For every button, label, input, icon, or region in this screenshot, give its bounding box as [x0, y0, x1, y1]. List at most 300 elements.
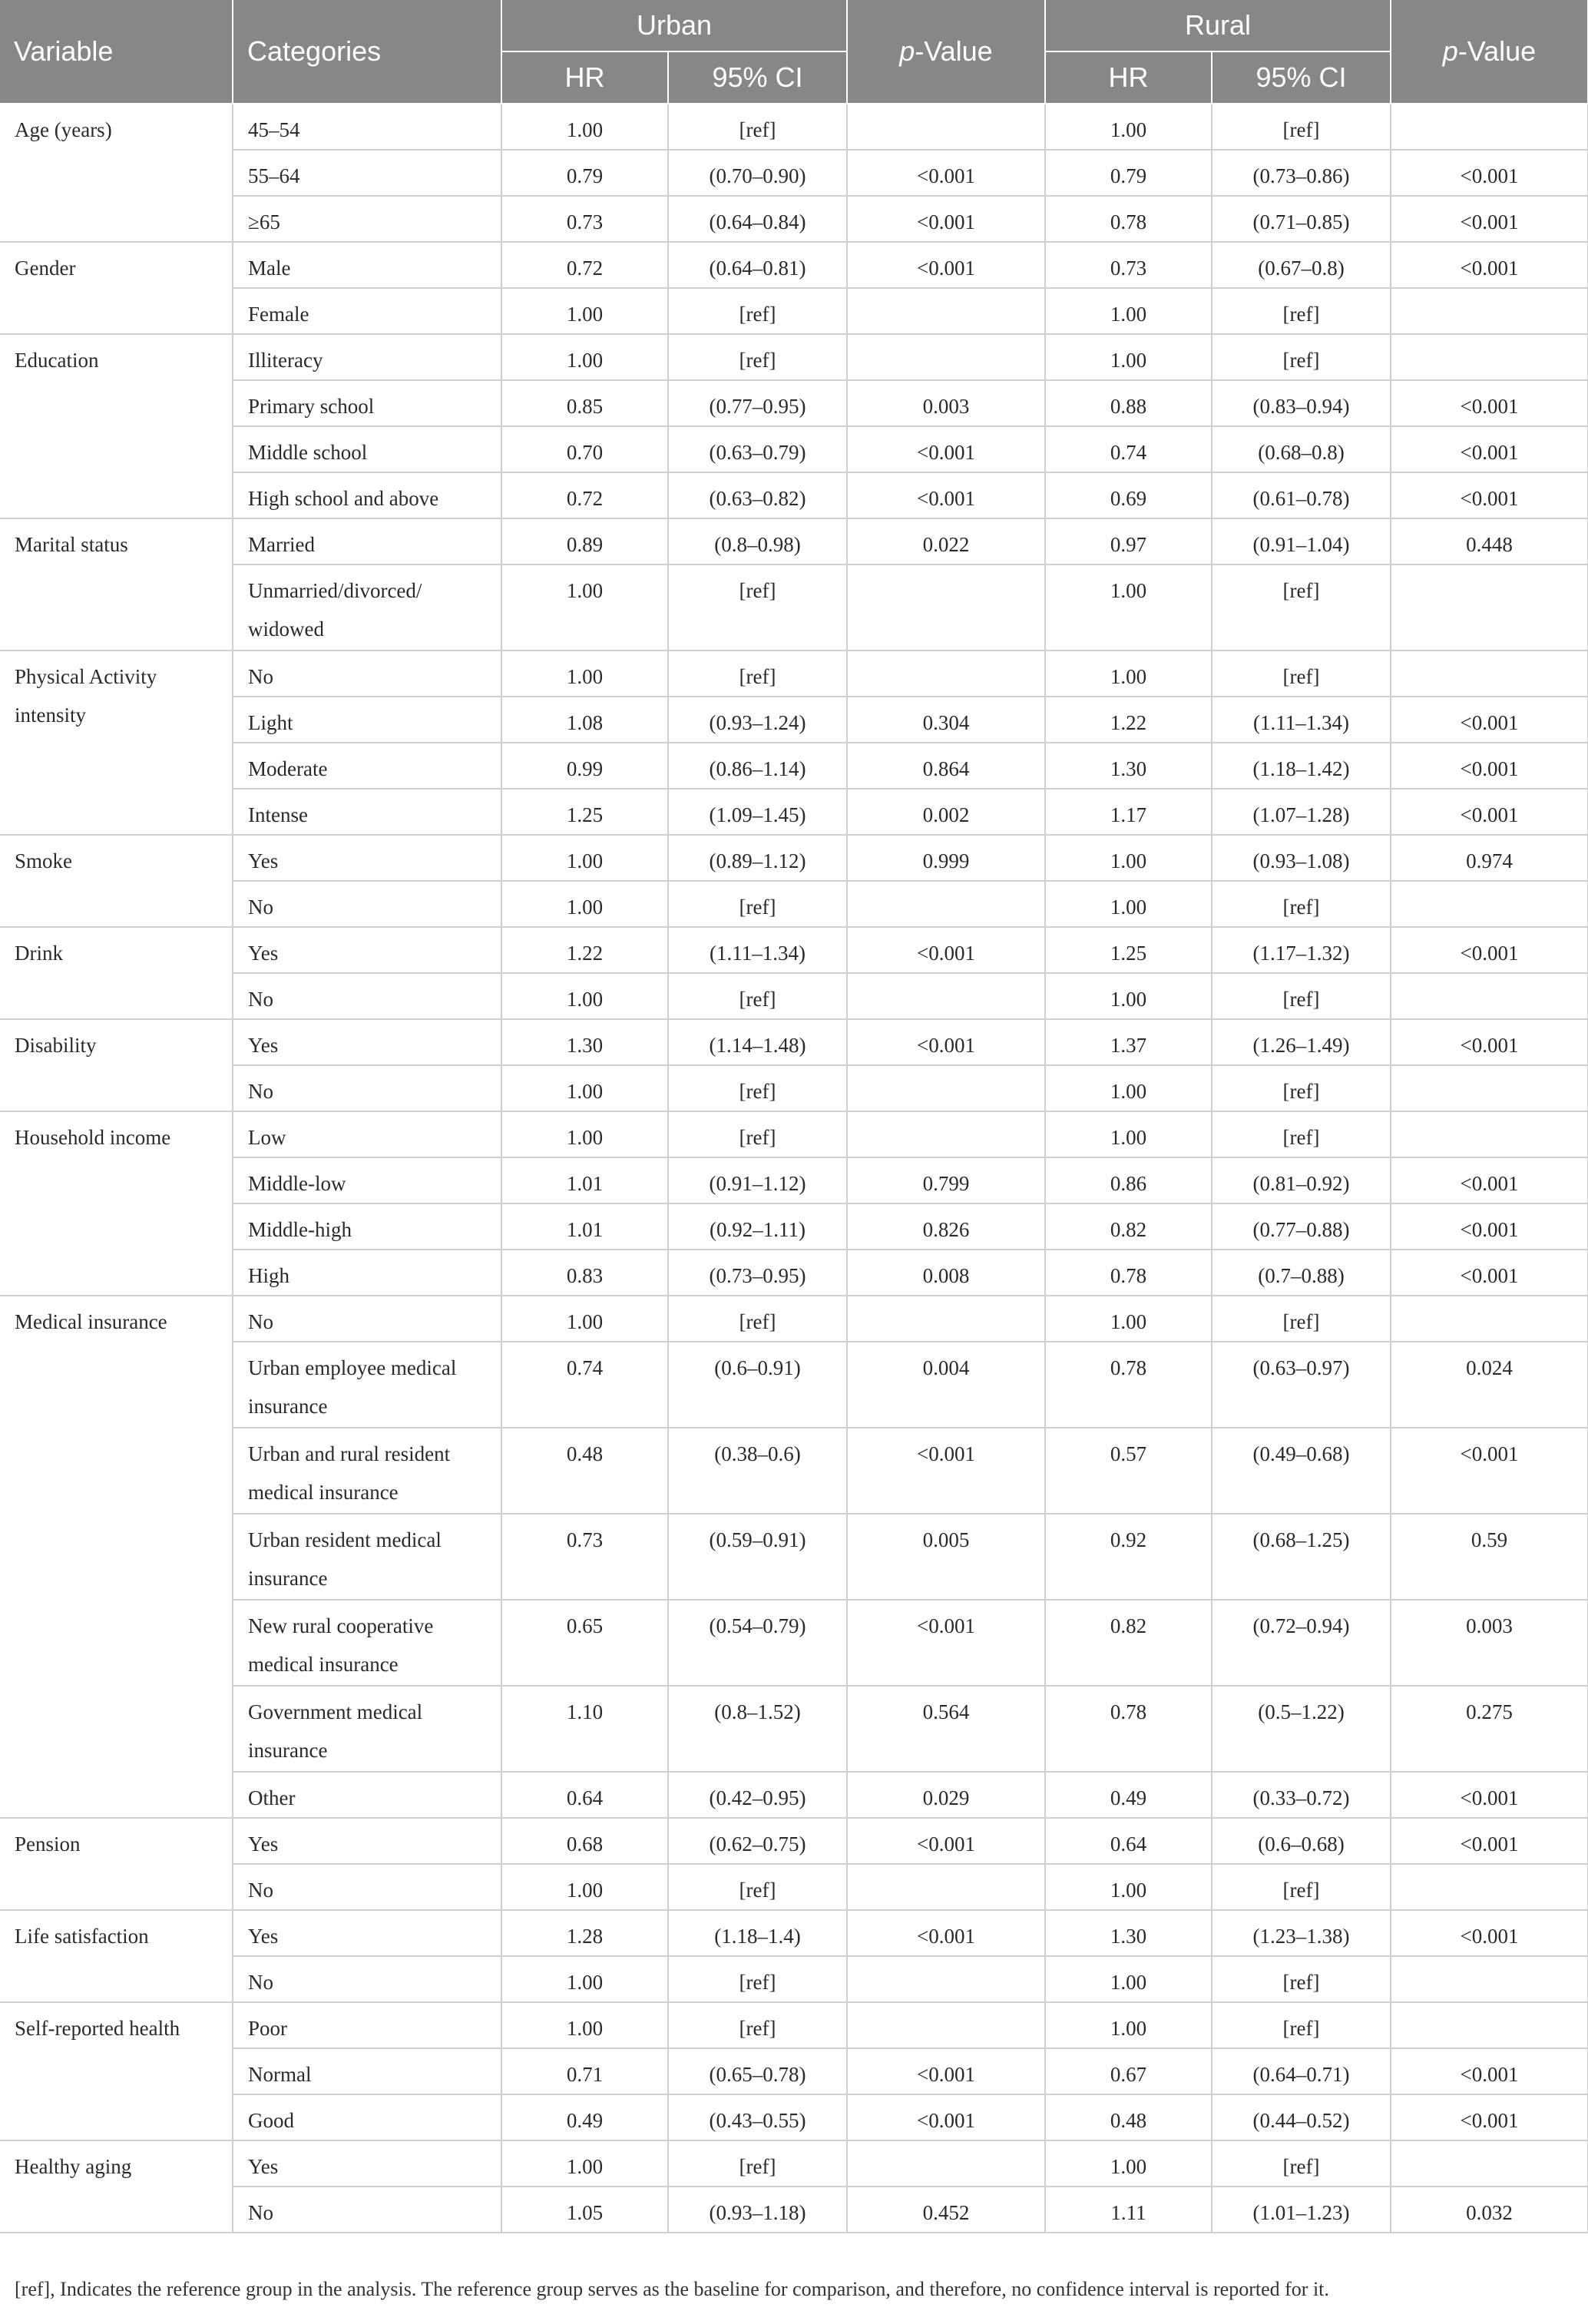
table-row: [0, 1864, 1588, 1910]
rural-p-cell: 0.59: [1391, 1514, 1588, 1600]
rural-ci-cell: (1.11–1.34): [1212, 697, 1391, 743]
rural-p-cell: [1391, 651, 1588, 697]
urban-p-cell: 0.004: [847, 1342, 1045, 1428]
rural-ci-cell: [ref]: [1212, 1956, 1391, 2002]
urban-ci-cell: (0.92–1.11): [668, 1203, 847, 1250]
urban-p-cell: [847, 334, 1045, 380]
variable-cell: Education: [0, 334, 233, 518]
urban-p-cell: 0.564: [847, 1686, 1045, 1772]
rural-ci-cell: [ref]: [1212, 1111, 1391, 1157]
rural-ci-cell: (0.6–0.68): [1212, 1818, 1391, 1864]
rural-p-cell: <0.001: [1391, 2094, 1588, 2140]
urban-p-cell: 0.452: [847, 2187, 1045, 2233]
table-row: [0, 1111, 1588, 1157]
category-cell: No: [233, 2187, 501, 2233]
rural-p-cell: [1391, 1956, 1588, 2002]
table-row: [0, 288, 1588, 334]
urban-hr-cell: 0.73: [501, 196, 668, 242]
rural-ci-cell: [ref]: [1212, 2002, 1391, 2048]
variable-cell: Life satisfaction: [0, 1910, 233, 2002]
rural-p-cell: <0.001: [1391, 196, 1588, 242]
rural-ci-cell: (1.26–1.49): [1212, 1019, 1391, 1065]
rural-p-cell: <0.001: [1391, 1019, 1588, 1065]
rural-hr-cell: 0.78: [1045, 1686, 1212, 1772]
rural-hr-cell: 1.11: [1045, 2187, 1212, 2233]
table-row: [0, 651, 1588, 697]
header-variable: Variable: [0, 0, 233, 104]
rural-ci-cell: (1.01–1.23): [1212, 2187, 1391, 2233]
urban-ci-cell: [ref]: [668, 2002, 847, 2048]
variable-cell: Healthy aging: [0, 2140, 233, 2233]
rural-hr-cell: 1.30: [1045, 1910, 1212, 1956]
urban-ci-cell: (0.73–0.95): [668, 1250, 847, 1296]
variable-cell: Drink: [0, 927, 233, 1019]
rural-hr-cell: 0.64: [1045, 1818, 1212, 1864]
table-row: [0, 1157, 1588, 1203]
urban-hr-cell: 1.00: [501, 334, 668, 380]
rural-p-cell: 0.448: [1391, 518, 1588, 564]
category-cell: Female: [233, 288, 501, 334]
urban-p-cell: <0.001: [847, 242, 1045, 288]
header-categories: Categories: [233, 0, 501, 104]
urban-ci-cell: [ref]: [668, 1864, 847, 1910]
urban-ci-cell: (0.43–0.55): [668, 2094, 847, 2140]
rural-p-cell: <0.001: [1391, 150, 1588, 196]
category-cell: No: [233, 1864, 501, 1910]
urban-p-cell: [847, 2140, 1045, 2187]
category-cell: Unmarried/divorced/ widowed: [233, 564, 501, 651]
rural-ci-cell: (0.7–0.88): [1212, 1250, 1391, 1296]
rural-ci-cell: (0.72–0.94): [1212, 1600, 1391, 1686]
category-cell: ≥65: [233, 196, 501, 242]
urban-p-cell: <0.001: [847, 150, 1045, 196]
urban-hr-cell: 1.05: [501, 2187, 668, 2233]
category-cell: Yes: [233, 835, 501, 881]
rural-hr-cell: 1.00: [1045, 1864, 1212, 1910]
urban-hr-cell: 1.00: [501, 1296, 668, 1342]
category-cell: Yes: [233, 2140, 501, 2187]
urban-hr-cell: 1.00: [501, 835, 668, 881]
header-rural-p-letter: p: [1442, 35, 1458, 67]
urban-ci-cell: (0.70–0.90): [668, 150, 847, 196]
rural-hr-cell: 1.00: [1045, 973, 1212, 1019]
urban-p-cell: <0.001: [847, 1910, 1045, 1956]
rural-ci-cell: (0.93–1.08): [1212, 835, 1391, 881]
urban-p-cell: [847, 1111, 1045, 1157]
rural-hr-cell: 1.00: [1045, 881, 1212, 927]
header-rural-p-value: [1391, 0, 1588, 104]
rural-hr-cell: 1.30: [1045, 743, 1212, 789]
variable-cell: Physical Activity intensity: [0, 651, 233, 835]
rural-p-cell: 0.024: [1391, 1342, 1588, 1428]
urban-p-cell: 0.022: [847, 518, 1045, 564]
urban-hr-cell: 1.01: [501, 1203, 668, 1250]
variable-cell: Disability: [0, 1019, 233, 1111]
rural-p-cell: [1391, 881, 1588, 927]
table-row: [0, 150, 1588, 196]
rural-hr-cell: 1.00: [1045, 288, 1212, 334]
rural-hr-cell: 1.00: [1045, 564, 1212, 651]
category-cell: Other: [233, 1772, 501, 1818]
table-row: [0, 1600, 1588, 1686]
urban-ci-cell: [ref]: [668, 973, 847, 1019]
rural-p-cell: 0.032: [1391, 2187, 1588, 2233]
urban-p-cell: [847, 2002, 1045, 2048]
urban-p-cell: 0.029: [847, 1772, 1045, 1818]
urban-ci-cell: (0.93–1.18): [668, 2187, 847, 2233]
urban-ci-cell: (0.77–0.95): [668, 380, 847, 426]
rural-hr-cell: 1.22: [1045, 697, 1212, 743]
urban-ci-cell: [ref]: [668, 288, 847, 334]
category-cell: High school and above: [233, 472, 501, 518]
table-row: [0, 2002, 1588, 2048]
urban-hr-cell: 0.49: [501, 2094, 668, 2140]
table-row: [0, 472, 1588, 518]
header-rural-ci: 95% CI: [1212, 51, 1391, 104]
urban-ci-cell: (0.42–0.95): [668, 1772, 847, 1818]
category-cell: Yes: [233, 1019, 501, 1065]
rural-p-cell: [1391, 1864, 1588, 1910]
rural-hr-cell: 0.49: [1045, 1772, 1212, 1818]
urban-hr-cell: 1.30: [501, 1019, 668, 1065]
table-row: [0, 1956, 1588, 2002]
urban-ci-cell: (0.91–1.12): [668, 1157, 847, 1203]
rural-p-cell: 0.275: [1391, 1686, 1588, 1772]
rural-hr-cell: 0.78: [1045, 1342, 1212, 1428]
variable-cell: Smoke: [0, 835, 233, 927]
rural-ci-cell: [ref]: [1212, 104, 1391, 150]
rural-ci-cell: [ref]: [1212, 334, 1391, 380]
table-row: [0, 2048, 1588, 2094]
table-row: [0, 927, 1588, 973]
urban-ci-cell: (0.8–0.98): [668, 518, 847, 564]
category-cell: Government medical insurance: [233, 1686, 501, 1772]
urban-p-cell: <0.001: [847, 1818, 1045, 1864]
urban-p-cell: <0.001: [847, 1428, 1045, 1514]
urban-ci-cell: (0.63–0.79): [668, 426, 847, 472]
urban-hr-cell: 0.79: [501, 150, 668, 196]
urban-hr-cell: 1.00: [501, 2140, 668, 2187]
rural-hr-cell: 1.00: [1045, 651, 1212, 697]
rural-hr-cell: 1.37: [1045, 1019, 1212, 1065]
category-cell: 45–54: [233, 104, 501, 150]
table-row: [0, 1514, 1588, 1600]
urban-hr-cell: 0.85: [501, 380, 668, 426]
urban-ci-cell: (0.54–0.79): [668, 1600, 847, 1686]
urban-ci-cell: (0.89–1.12): [668, 835, 847, 881]
rural-p-cell: <0.001: [1391, 1203, 1588, 1250]
urban-hr-cell: 1.00: [501, 104, 668, 150]
urban-hr-cell: 0.99: [501, 743, 668, 789]
table-row: [0, 334, 1588, 380]
urban-hr-cell: 1.25: [501, 789, 668, 835]
table-row: [0, 789, 1588, 835]
urban-p-cell: [847, 651, 1045, 697]
rural-p-cell: [1391, 1296, 1588, 1342]
variable-cell: Gender: [0, 242, 233, 334]
category-cell: Male: [233, 242, 501, 288]
urban-hr-cell: 1.00: [501, 288, 668, 334]
urban-ci-cell: (0.62–0.75): [668, 1818, 847, 1864]
category-cell: Middle school: [233, 426, 501, 472]
rural-ci-cell: (0.61–0.78): [1212, 472, 1391, 518]
rural-hr-cell: 0.78: [1045, 196, 1212, 242]
urban-hr-cell: 1.00: [501, 564, 668, 651]
header-urban: Urban: [501, 0, 847, 51]
rural-ci-cell: (0.77–0.88): [1212, 1203, 1391, 1250]
rural-ci-cell: [ref]: [1212, 881, 1391, 927]
variable-cell: Age (years): [0, 104, 233, 242]
rural-hr-cell: 0.48: [1045, 2094, 1212, 2140]
urban-ci-cell: (1.09–1.45): [668, 789, 847, 835]
table-row: [0, 1203, 1588, 1250]
category-cell: Low: [233, 1111, 501, 1157]
category-cell: Illiteracy: [233, 334, 501, 380]
rural-p-cell: <0.001: [1391, 380, 1588, 426]
rural-ci-cell: [ref]: [1212, 1065, 1391, 1111]
variable-cell: Self-reported health: [0, 2002, 233, 2140]
rural-p-cell: <0.001: [1391, 242, 1588, 288]
rural-ci-cell: [ref]: [1212, 973, 1391, 1019]
urban-ci-cell: (0.63–0.82): [668, 472, 847, 518]
urban-ci-cell: [ref]: [668, 1111, 847, 1157]
rural-hr-cell: 1.00: [1045, 1111, 1212, 1157]
rural-ci-cell: (0.73–0.86): [1212, 150, 1391, 196]
urban-hr-cell: 1.00: [501, 2002, 668, 2048]
rural-p-cell: [1391, 288, 1588, 334]
rural-p-cell: 0.003: [1391, 1600, 1588, 1686]
rural-p-cell: [1391, 334, 1588, 380]
urban-ci-cell: (1.11–1.34): [668, 927, 847, 973]
urban-hr-cell: 1.00: [501, 651, 668, 697]
category-cell: Married: [233, 518, 501, 564]
rural-hr-cell: 0.69: [1045, 472, 1212, 518]
table-body: [0, 104, 1588, 2233]
category-cell: Normal: [233, 2048, 501, 2094]
category-cell: New rural cooperative medical insurance: [233, 1600, 501, 1686]
variable-cell: Marital status: [0, 518, 233, 651]
urban-ci-cell: (0.64–0.81): [668, 242, 847, 288]
category-cell: Urban and rural resident medical insurance: [233, 1428, 501, 1514]
rural-hr-cell: 0.78: [1045, 1250, 1212, 1296]
urban-ci-cell: [ref]: [668, 1956, 847, 2002]
category-cell: No: [233, 651, 501, 697]
table-row: [0, 104, 1588, 150]
variable-cell: Pension: [0, 1818, 233, 1910]
rural-p-cell: [1391, 973, 1588, 1019]
rural-ci-cell: (1.07–1.28): [1212, 789, 1391, 835]
rural-ci-cell: (0.68–1.25): [1212, 1514, 1391, 1600]
rural-p-cell: <0.001: [1391, 472, 1588, 518]
rural-hr-cell: 1.00: [1045, 104, 1212, 150]
category-cell: Good: [233, 2094, 501, 2140]
rural-p-cell: <0.001: [1391, 1157, 1588, 1203]
category-cell: Middle-high: [233, 1203, 501, 1250]
table-row: [0, 835, 1588, 881]
table-row: [0, 2140, 1588, 2187]
rural-p-cell: <0.001: [1391, 426, 1588, 472]
rural-p-cell: <0.001: [1391, 1818, 1588, 1864]
category-cell: Yes: [233, 927, 501, 973]
rural-p-cell: [1391, 2140, 1588, 2187]
urban-p-cell: <0.001: [847, 2048, 1045, 2094]
rural-hr-cell: 1.00: [1045, 1296, 1212, 1342]
rural-hr-cell: 0.86: [1045, 1157, 1212, 1203]
rural-ci-cell: [ref]: [1212, 288, 1391, 334]
variable-cell: Medical insurance: [0, 1296, 233, 1818]
table-row: [0, 196, 1588, 242]
rural-p-cell: [1391, 104, 1588, 150]
table-row: [0, 1250, 1588, 1296]
rural-p-cell: [1391, 564, 1588, 651]
urban-hr-cell: 1.00: [501, 1956, 668, 2002]
table-row: [0, 1818, 1588, 1864]
rural-p-cell: <0.001: [1391, 1772, 1588, 1818]
urban-hr-cell: 0.83: [501, 1250, 668, 1296]
urban-ci-cell: (0.8–1.52): [668, 1686, 847, 1772]
rural-hr-cell: 1.17: [1045, 789, 1212, 835]
urban-hr-cell: 1.00: [501, 1111, 668, 1157]
header-rural-p-suffix: -Value: [1457, 35, 1537, 67]
table-row: [0, 697, 1588, 743]
rural-hr-cell: 1.00: [1045, 1065, 1212, 1111]
rural-ci-cell: (0.5–1.22): [1212, 1686, 1391, 1772]
rural-ci-cell: (0.67–0.8): [1212, 242, 1391, 288]
table-footnote: [ref], Indicates the reference group in the analysis. The reference group serves as the baseline for comparison, and therefore, no confidence interval is reported for it.: [15, 2278, 1329, 2300]
table-row: [0, 1910, 1588, 1956]
rural-p-cell: [1391, 2002, 1588, 2048]
rural-ci-cell: (0.33–0.72): [1212, 1772, 1391, 1818]
category-cell: No: [233, 973, 501, 1019]
rural-ci-cell: (1.23–1.38): [1212, 1910, 1391, 1956]
header-urban-p-suffix: -Value: [915, 35, 993, 67]
urban-hr-cell: 1.10: [501, 1686, 668, 1772]
rural-ci-cell: (0.83–0.94): [1212, 380, 1391, 426]
header-urban-p-letter: p: [899, 35, 915, 67]
rural-p-cell: <0.001: [1391, 789, 1588, 835]
urban-hr-cell: 1.22: [501, 927, 668, 973]
urban-ci-cell: (0.59–0.91): [668, 1514, 847, 1600]
rural-hr-cell: 1.00: [1045, 334, 1212, 380]
category-cell: Moderate: [233, 743, 501, 789]
category-cell: No: [233, 1296, 501, 1342]
table-row: [0, 518, 1588, 564]
category-cell: Light: [233, 697, 501, 743]
rural-ci-cell: [ref]: [1212, 564, 1391, 651]
urban-p-cell: [847, 104, 1045, 150]
header-urban-ci: 95% CI: [668, 51, 847, 104]
table-row: [0, 1686, 1588, 1772]
urban-hr-cell: 0.73: [501, 1514, 668, 1600]
urban-p-cell: [847, 1296, 1045, 1342]
category-cell: No: [233, 881, 501, 927]
rural-ci-cell: [ref]: [1212, 1864, 1391, 1910]
rural-hr-cell: 0.92: [1045, 1514, 1212, 1600]
variable-cell: Household income: [0, 1111, 233, 1296]
rural-ci-cell: (0.68–0.8): [1212, 426, 1391, 472]
rural-ci-cell: (1.18–1.42): [1212, 743, 1391, 789]
table-row: [0, 1019, 1588, 1065]
rural-ci-cell: (0.81–0.92): [1212, 1157, 1391, 1203]
table-row: [0, 2187, 1588, 2233]
category-cell: Yes: [233, 1818, 501, 1864]
urban-p-cell: [847, 1864, 1045, 1910]
urban-p-cell: <0.001: [847, 2094, 1045, 2140]
urban-hr-cell: 0.72: [501, 472, 668, 518]
table-row: [0, 973, 1588, 1019]
category-cell: 55–64: [233, 150, 501, 196]
header-urban-p-value: [847, 0, 1045, 104]
urban-p-cell: <0.001: [847, 1019, 1045, 1065]
rural-p-cell: <0.001: [1391, 927, 1588, 973]
rural-hr-cell: 0.82: [1045, 1203, 1212, 1250]
rural-hr-cell: 0.97: [1045, 518, 1212, 564]
urban-p-cell: 0.999: [847, 835, 1045, 881]
urban-p-cell: 0.304: [847, 697, 1045, 743]
rural-p-cell: <0.001: [1391, 1250, 1588, 1296]
rural-ci-cell: (0.49–0.68): [1212, 1428, 1391, 1514]
rural-hr-cell: 0.79: [1045, 150, 1212, 196]
urban-hr-cell: 1.00: [501, 881, 668, 927]
table-row: [0, 426, 1588, 472]
rural-ci-cell: (0.64–0.71): [1212, 2048, 1391, 2094]
urban-hr-cell: 0.48: [501, 1428, 668, 1514]
urban-ci-cell: (1.14–1.48): [668, 1019, 847, 1065]
table-row: [0, 1065, 1588, 1111]
category-cell: No: [233, 1956, 501, 2002]
urban-p-cell: [847, 881, 1045, 927]
urban-p-cell: <0.001: [847, 927, 1045, 973]
table-row: [0, 881, 1588, 927]
category-cell: No: [233, 1065, 501, 1111]
urban-p-cell: 0.799: [847, 1157, 1045, 1203]
rural-p-cell: 0.974: [1391, 835, 1588, 881]
table-row: [0, 242, 1588, 288]
urban-hr-cell: 1.01: [501, 1157, 668, 1203]
urban-ci-cell: (0.65–0.78): [668, 2048, 847, 2094]
rural-ci-cell: [ref]: [1212, 1296, 1391, 1342]
rural-ci-cell: (0.91–1.04): [1212, 518, 1391, 564]
urban-p-cell: [847, 564, 1045, 651]
urban-ci-cell: [ref]: [668, 2140, 847, 2187]
rural-ci-cell: [ref]: [1212, 2140, 1391, 2187]
urban-hr-cell: 0.74: [501, 1342, 668, 1428]
urban-hr-cell: 0.64: [501, 1772, 668, 1818]
urban-p-cell: 0.008: [847, 1250, 1045, 1296]
rural-hr-cell: 0.67: [1045, 2048, 1212, 2094]
table-row: [0, 380, 1588, 426]
urban-ci-cell: [ref]: [668, 881, 847, 927]
header-urban-hr: HR: [501, 51, 668, 104]
urban-ci-cell: (0.86–1.14): [668, 743, 847, 789]
rural-hr-cell: 1.00: [1045, 2140, 1212, 2187]
urban-p-cell: 0.826: [847, 1203, 1045, 1250]
urban-p-cell: <0.001: [847, 196, 1045, 242]
urban-ci-cell: [ref]: [668, 104, 847, 150]
rural-p-cell: <0.001: [1391, 1910, 1588, 1956]
table-row: [0, 1296, 1588, 1342]
urban-hr-cell: 1.00: [501, 1065, 668, 1111]
urban-hr-cell: 1.28: [501, 1910, 668, 1956]
category-cell: Intense: [233, 789, 501, 835]
table-header: [0, 0, 1588, 104]
urban-p-cell: <0.001: [847, 426, 1045, 472]
rural-hr-cell: 1.25: [1045, 927, 1212, 973]
table-row: [0, 1342, 1588, 1428]
rural-ci-cell: (0.63–0.97): [1212, 1342, 1391, 1428]
rural-ci-cell: (0.71–0.85): [1212, 196, 1391, 242]
rural-hr-cell: 0.57: [1045, 1428, 1212, 1514]
